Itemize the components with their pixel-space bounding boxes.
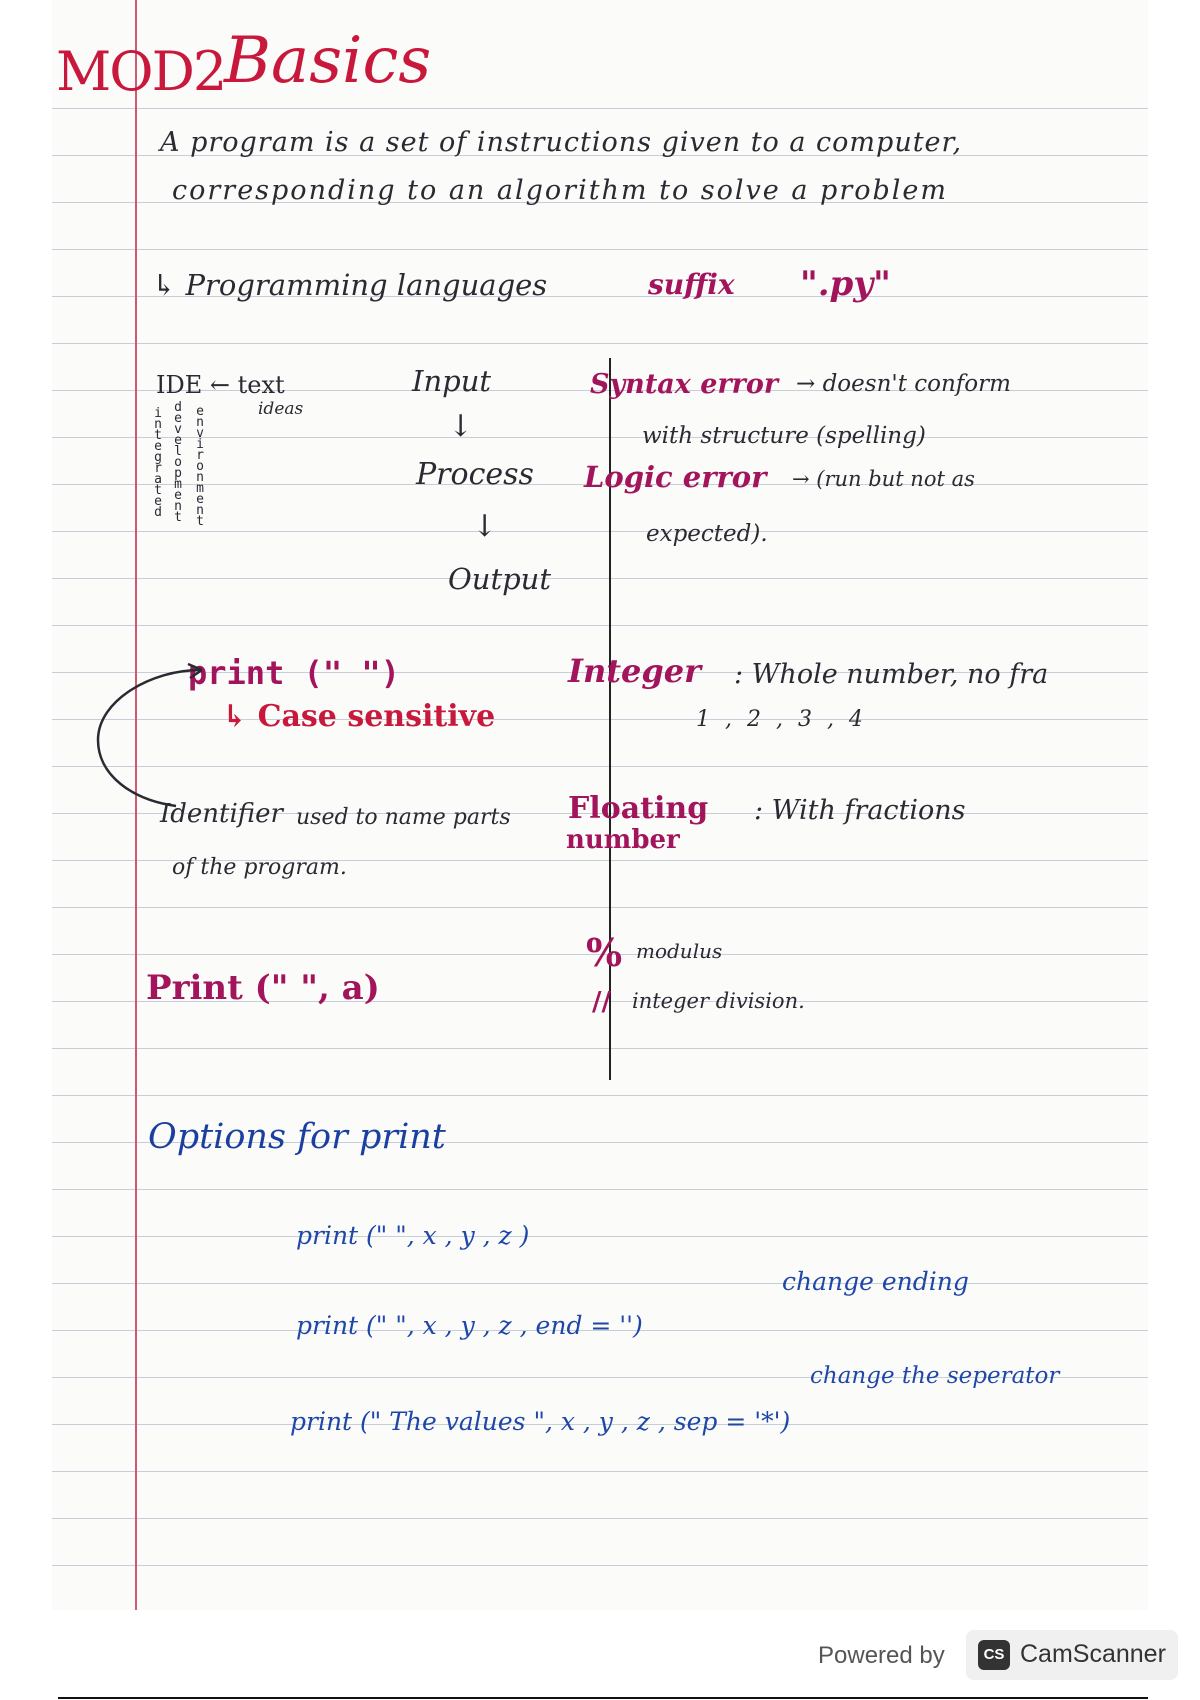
ruled-line: [52, 531, 1148, 532]
intro-line-1: A program is a set of instructions given to a computer,: [160, 127, 963, 158]
ide-vertical-word-1: i n t e g r a t e d: [154, 406, 162, 520]
bottom-border: [58, 1697, 1148, 1699]
logic-error-desc-1: → (run but not as: [792, 467, 975, 491]
ruled-line: [52, 1236, 1148, 1237]
ide-label: IDE ← text: [156, 371, 285, 399]
ruled-line: [52, 625, 1148, 626]
integer-label: Integer: [568, 652, 701, 690]
floating-label-2: number: [566, 825, 680, 855]
print-variable-code: Print (" ", a): [146, 968, 380, 1008]
options-line-3: print (" The values ", x , y , z , sep = '*'): [290, 1407, 791, 1436]
logic-error-label: Logic error: [584, 460, 767, 494]
floating-desc: : With fractions: [754, 795, 966, 826]
bracket-arrow: [92, 660, 202, 810]
camscanner-logo-icon: CS: [978, 1640, 1010, 1670]
flow-process: Process: [416, 457, 534, 492]
options-heading: Options for print: [148, 1117, 446, 1157]
ruled-line: [52, 907, 1148, 908]
integer-examples: 1 , 2 , 3 , 4: [696, 707, 867, 732]
syntax-error-desc-1: → doesn't conform: [796, 371, 1011, 397]
ruled-line: [52, 578, 1148, 579]
ruled-line: [52, 1518, 1148, 1519]
integer-division-desc: integer division.: [632, 989, 805, 1013]
print-basic-code: print (" "): [188, 654, 400, 692]
flow-arrow-1: ↓: [448, 409, 474, 444]
ruled-line: [52, 1565, 1148, 1566]
camscanner-name: CamScanner: [1020, 1640, 1166, 1668]
ide-ideas: ideas: [258, 399, 304, 419]
floating-label-1: Floating: [568, 791, 709, 826]
identifier-desc-1: used to name parts: [296, 805, 511, 830]
identifier-label: Identifier: [160, 799, 283, 829]
options-annotation-3: change the seperator: [810, 1363, 1060, 1389]
suffix-label: suffix: [648, 268, 735, 301]
ruled-line: [52, 437, 1148, 438]
ruled-line: [52, 108, 1148, 109]
modulus-symbol: %: [586, 930, 623, 975]
ruled-line: [52, 1283, 1148, 1284]
ruled-line: [52, 1189, 1148, 1190]
modulus-desc: modulus: [636, 939, 723, 963]
flow-arrow-2: ↓: [472, 509, 498, 544]
case-sensitive-note: ↳ Case sensitive: [222, 699, 496, 734]
intro-line-2: corresponding to an algorithm to solve a problem: [172, 175, 948, 206]
ruled-line: [52, 343, 1148, 344]
syntax-error-desc-2: with structure (spelling): [642, 423, 926, 449]
flow-output: Output: [448, 562, 552, 596]
integer-desc: : Whole number, no fra: [734, 659, 1049, 690]
camscanner-badge: [966, 1630, 1178, 1680]
ruled-line: [52, 1048, 1148, 1049]
ruled-line: [52, 1095, 1148, 1096]
options-line-2: print (" ", x , y , z , end = ''): [296, 1311, 643, 1340]
syntax-error-label: Syntax error: [590, 369, 779, 400]
logic-error-desc-2: expected).: [646, 521, 768, 547]
ide-vertical-word-3: e n v i r o n m e n t: [196, 404, 204, 529]
ide-vertical-word-2: d e v e l o p m e n t: [174, 400, 182, 525]
options-annotation-2: change ending: [782, 1267, 969, 1296]
suffix-value: ".py": [800, 264, 891, 304]
ruled-line: [52, 766, 1148, 767]
options-line-1: print (" ", x , y , z ): [296, 1221, 530, 1250]
integer-division-symbol: //: [592, 987, 611, 1017]
module-title: MOD2: [56, 40, 226, 103]
programming-languages: ↳ Programming languages: [152, 268, 548, 302]
topic-title: Basics: [224, 24, 432, 98]
flow-input: Input: [412, 364, 492, 398]
ruled-line: [52, 719, 1148, 720]
ruled-line: [52, 249, 1148, 250]
notebook-page: [52, 0, 1148, 1610]
ruled-line: [52, 1471, 1148, 1472]
powered-by-label: Powered by: [818, 1642, 945, 1669]
identifier-desc-2: of the program.: [172, 855, 347, 880]
